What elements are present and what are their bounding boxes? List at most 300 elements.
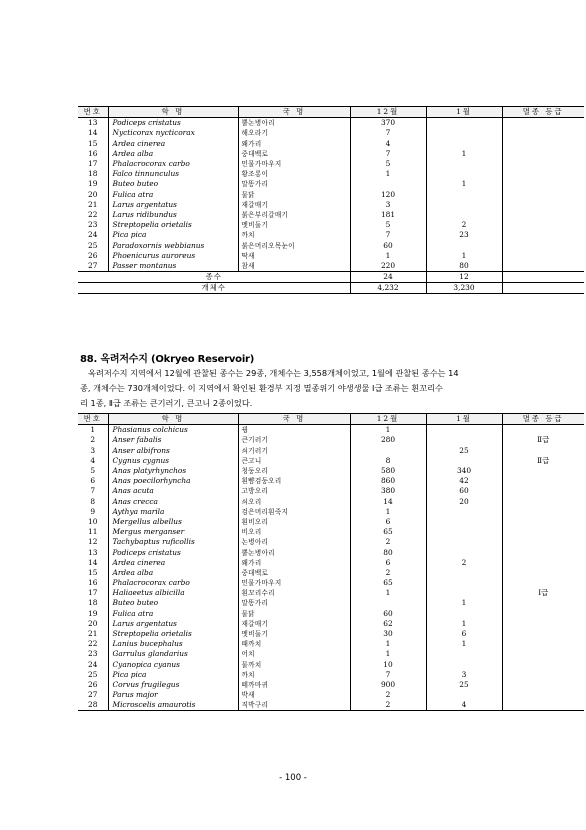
- december-count-cell: 370: [350, 118, 426, 129]
- scientific-name-cell: Ardea cinerea: [108, 558, 238, 568]
- number-cell: 16: [78, 578, 108, 588]
- december-count-cell: 4: [350, 139, 426, 149]
- korean-name-cell: 말똥가리: [238, 598, 350, 608]
- scientific-name-cell: Buteo buteo: [108, 598, 238, 608]
- number-cell: 13: [78, 547, 108, 557]
- korean-name-cell: 황조롱이: [238, 169, 350, 179]
- korean-name-cell: 쇠오리: [238, 497, 350, 507]
- january-count-cell: 20: [426, 497, 502, 507]
- december-count-cell: 2: [350, 690, 426, 700]
- january-count-cell: [426, 578, 502, 588]
- january-count-cell: 1: [426, 639, 502, 649]
- december-count-cell: 580: [350, 466, 426, 476]
- table-row: [78, 670, 584, 680]
- grade-cell: [502, 609, 584, 619]
- number-cell: 6: [78, 476, 108, 486]
- january-count-cell: [426, 435, 502, 445]
- table-row: [78, 446, 584, 456]
- table-row: [78, 629, 584, 639]
- korean-name-cell: 쇠기러기: [238, 446, 350, 456]
- grade-cell: [502, 118, 584, 129]
- scientific-name-cell: Nycticorax nycticorax: [108, 128, 238, 138]
- table-row: [78, 517, 584, 527]
- header-january: 1월: [426, 107, 502, 118]
- december-count-cell: 60: [350, 240, 426, 250]
- december-count-cell: [350, 598, 426, 608]
- number-cell: 22: [78, 210, 108, 220]
- january-count-cell: [426, 537, 502, 547]
- number-cell: 20: [78, 619, 108, 629]
- december-count-cell: 120: [350, 190, 426, 200]
- table-row: [78, 230, 584, 240]
- december-count-cell: 1: [350, 425, 426, 436]
- january-count-cell: [426, 649, 502, 659]
- header-december: 12월: [350, 414, 426, 425]
- korean-name-cell: 재갈매기: [238, 200, 350, 210]
- scientific-name-cell: Lanius bucephalus: [108, 639, 238, 649]
- december-count-cell: 2: [350, 700, 426, 711]
- december-count-cell: 280: [350, 435, 426, 445]
- scientific-name-cell: Haliaeetus albicilla: [108, 588, 238, 598]
- table-row: [78, 200, 584, 210]
- grade-cell: [502, 660, 584, 670]
- january-count-cell: [426, 190, 502, 200]
- table-row: [78, 169, 584, 179]
- december-count-cell: 1: [350, 169, 426, 179]
- species-count-label: 종수: [78, 272, 350, 283]
- section-paragraph: [80, 366, 520, 412]
- table-row: [78, 261, 584, 272]
- january-count-cell: [426, 547, 502, 557]
- individual-count-january: 3,230: [426, 283, 502, 294]
- grade-cell: [502, 149, 584, 159]
- january-count-cell: [426, 517, 502, 527]
- scientific-name-cell: Cyanopica cyanus: [108, 660, 238, 670]
- table-row: [78, 507, 584, 517]
- scientific-name-cell: Corvus frugilegus: [108, 680, 238, 690]
- number-cell: 13: [78, 118, 108, 129]
- grade-cell: [502, 466, 584, 476]
- table-row: [78, 680, 584, 690]
- january-count-cell: 2: [426, 220, 502, 230]
- january-count-cell: 80: [426, 261, 502, 272]
- january-count-cell: 1: [426, 598, 502, 608]
- january-count-cell: 1: [426, 619, 502, 629]
- table-header-row: [78, 414, 584, 425]
- korean-name-cell: 뿔논병아리: [238, 547, 350, 557]
- december-count-cell: 1: [350, 507, 426, 517]
- december-count-cell: 80: [350, 547, 426, 557]
- korean-name-cell: 검은머리흰죽지: [238, 507, 350, 517]
- january-count-cell: 6: [426, 629, 502, 639]
- january-count-cell: [426, 200, 502, 210]
- korean-name-cell: 해오라기: [238, 128, 350, 138]
- grade-cell: [502, 200, 584, 210]
- table-header-row: [78, 107, 584, 118]
- number-cell: 10: [78, 517, 108, 527]
- table-row: [78, 179, 584, 189]
- korean-name-cell: 붉은부리갈매기: [238, 210, 350, 220]
- number-cell: 8: [78, 497, 108, 507]
- header-number: 번호: [78, 414, 108, 425]
- korean-name-cell: 왜가리: [238, 558, 350, 568]
- scientific-name-cell: Anser fabalis: [108, 435, 238, 445]
- december-count-cell: 8: [350, 456, 426, 466]
- december-count-cell: 7: [350, 128, 426, 138]
- number-cell: 20: [78, 190, 108, 200]
- scientific-name-cell: Microscelis amaurotis: [108, 700, 238, 711]
- january-count-cell: 1: [426, 179, 502, 189]
- grade-cell: [502, 220, 584, 230]
- january-count-cell: [426, 456, 502, 466]
- korean-name-cell: 말똥가리: [238, 179, 350, 189]
- korean-name-cell: 흰뺨검둥오리: [238, 476, 350, 486]
- number-cell: 3: [78, 446, 108, 456]
- scientific-name-cell: Buteo buteo: [108, 179, 238, 189]
- individual-count-label: 개체수: [78, 283, 350, 294]
- grade-cell: [502, 568, 584, 578]
- number-cell: 23: [78, 220, 108, 230]
- scientific-name-cell: Phasianus colchicus: [108, 425, 238, 436]
- number-cell: 23: [78, 649, 108, 659]
- scientific-name-cell: Passer montanus: [108, 261, 238, 272]
- table-row: [78, 149, 584, 159]
- grade-cell: [502, 598, 584, 608]
- scientific-name-cell: Phoenicurus auroreus: [108, 251, 238, 261]
- scientific-name-cell: Mergus merganser: [108, 527, 238, 537]
- korean-name-cell: 청둥오리: [238, 466, 350, 476]
- table-row: [78, 159, 584, 169]
- scientific-name-cell: Fulica atra: [108, 609, 238, 619]
- scientific-name-cell: Tachybaptus ruficollis: [108, 537, 238, 547]
- grade-cell: [502, 700, 584, 711]
- number-cell: 26: [78, 251, 108, 261]
- grade-cell: Ⅱ급: [537, 455, 550, 465]
- scientific-name-cell: Anas crecca: [108, 497, 238, 507]
- number-cell: 19: [78, 179, 108, 189]
- header-korean-name: 국 명: [238, 107, 350, 118]
- december-count-cell: 10: [350, 660, 426, 670]
- individual-count-december: 4,232: [350, 283, 426, 294]
- december-count-cell: 1: [350, 649, 426, 659]
- grade-cell: [502, 497, 584, 507]
- december-count-cell: 1: [350, 639, 426, 649]
- december-count-cell: 6: [350, 558, 426, 568]
- scientific-name-cell: Fulica atra: [108, 190, 238, 200]
- number-cell: 26: [78, 680, 108, 690]
- december-count-cell: 7: [350, 230, 426, 240]
- korean-name-cell: 박새: [238, 690, 350, 700]
- december-count-cell: 5: [350, 220, 426, 230]
- number-cell: 28: [78, 700, 108, 711]
- section-heading: 88. 옥려저수지 (Okryeo Reservoir): [80, 354, 255, 365]
- january-count-cell: 340: [426, 466, 502, 476]
- january-count-cell: [426, 690, 502, 700]
- december-count-cell: 65: [350, 527, 426, 537]
- scientific-name-cell: Phalacrocorax carbo: [108, 159, 238, 169]
- grade-cell: [502, 425, 584, 436]
- scientific-name-cell: Anas poecilorhyncha: [108, 476, 238, 486]
- scientific-name-cell: Streptopelia orietalis: [108, 220, 238, 230]
- korean-name-cell: 까치: [238, 230, 350, 240]
- january-count-cell: [426, 128, 502, 138]
- grade-cell: [502, 527, 584, 537]
- number-cell: 21: [78, 200, 108, 210]
- korean-name-cell: 흰비오리: [238, 517, 350, 527]
- grade-cell: [502, 230, 584, 240]
- korean-name-cell: 까치: [238, 670, 350, 680]
- grade-cell: Ⅰ급: [538, 588, 549, 598]
- korean-name-cell: 민물가마우지: [238, 578, 350, 588]
- species-count-december: 24: [350, 272, 426, 283]
- table-row: [78, 139, 584, 149]
- korean-name-cell: 중대백로: [238, 568, 350, 578]
- individual-count-row: [78, 283, 584, 294]
- number-cell: 27: [78, 690, 108, 700]
- scientific-name-cell: Podiceps cristatus: [108, 118, 238, 129]
- grade-cell: [502, 169, 584, 179]
- grade-cell: [502, 680, 584, 690]
- table-row: [78, 190, 584, 200]
- korean-name-cell: 멧비둘기: [238, 220, 350, 230]
- number-cell: 4: [78, 456, 108, 466]
- okryeo-reservoir-table: [78, 413, 584, 711]
- paragraph-line: 리 1종, Ⅱ급 조류는 큰기러기, 큰고니 2종이었다.: [80, 398, 253, 409]
- scientific-name-cell: Anas acuta: [108, 486, 238, 496]
- scientific-name-cell: Paradoxornis webbianus: [108, 240, 238, 250]
- number-cell: 17: [78, 159, 108, 169]
- table-row: [78, 240, 584, 250]
- korean-name-cell: 중대백로: [238, 149, 350, 159]
- grade-cell: [502, 210, 584, 220]
- number-cell: 25: [78, 240, 108, 250]
- scientific-name-cell: Larus ridibundus: [108, 210, 238, 220]
- korean-name-cell: 물닭: [238, 190, 350, 200]
- table-row: [78, 476, 584, 486]
- december-count-cell: 65: [350, 578, 426, 588]
- december-count-cell: 1: [350, 251, 426, 261]
- korean-name-cell: 큰고니: [238, 456, 350, 466]
- header-december: 12월: [350, 107, 426, 118]
- table-row: [78, 486, 584, 496]
- scientific-name-cell: Anas platyrhynchos: [108, 466, 238, 476]
- scientific-name-cell: Parus major: [108, 690, 238, 700]
- january-count-cell: 1: [426, 251, 502, 261]
- scientific-name-cell: Larus argentatus: [108, 200, 238, 210]
- scientific-name-cell: Pica pica: [108, 670, 238, 680]
- january-count-cell: [426, 210, 502, 220]
- scientific-name-cell: Pica pica: [108, 230, 238, 240]
- number-cell: 22: [78, 639, 108, 649]
- scientific-name-cell: Phalacrocorax carbo: [108, 578, 238, 588]
- scientific-name-cell: Streptopelia orietalis: [108, 629, 238, 639]
- header-scientific-name: 학 명: [108, 414, 238, 425]
- table-row: [78, 118, 584, 129]
- number-cell: 15: [78, 568, 108, 578]
- grade-cell: Ⅱ급: [537, 435, 550, 445]
- korean-name-cell: 흰꼬리수리: [238, 588, 350, 598]
- december-count-cell: [350, 446, 426, 456]
- december-count-cell: 60: [350, 609, 426, 619]
- table-row: [78, 660, 584, 670]
- grade-cell: [502, 619, 584, 629]
- scientific-name-cell: Cygnus cygnus: [108, 456, 238, 466]
- korean-name-cell: 때까치: [238, 639, 350, 649]
- grade-cell: [502, 139, 584, 149]
- table-row: [78, 639, 584, 649]
- table-row: [78, 251, 584, 261]
- grade-cell: [502, 558, 584, 568]
- december-count-cell: 860: [350, 476, 426, 486]
- paragraph-line: 종, 개체수는 730개체이었다. 이 지역에서 확인된 환경부 지정 멸종위기 야생생물 Ⅰ급 조류는 흰꼬리수: [80, 383, 443, 394]
- table-row: [78, 456, 584, 466]
- korean-name-cell: 붉은머리오목눈이: [238, 240, 350, 250]
- scientific-name-cell: Ardea alba: [108, 568, 238, 578]
- grade-cell: [502, 639, 584, 649]
- grade-cell: [502, 517, 584, 527]
- january-count-cell: 60: [426, 486, 502, 496]
- grade-cell: [502, 190, 584, 200]
- december-count-cell: 380: [350, 486, 426, 496]
- table-row: [78, 537, 584, 547]
- december-count-cell: 62: [350, 619, 426, 629]
- grade-cell: [502, 128, 584, 138]
- korean-name-cell: 큰기러기: [238, 435, 350, 445]
- december-count-cell: 2: [350, 568, 426, 578]
- january-count-cell: [426, 588, 502, 598]
- table-row: [78, 220, 584, 230]
- january-count-cell: 1: [426, 149, 502, 159]
- january-count-cell: [426, 609, 502, 619]
- number-cell: 21: [78, 629, 108, 639]
- table-row: [78, 588, 584, 598]
- bird-survey-table-continued: [78, 106, 584, 294]
- number-cell: 1: [78, 425, 108, 436]
- number-cell: 16: [78, 149, 108, 159]
- table-row: [78, 425, 584, 436]
- january-count-cell: [426, 139, 502, 149]
- table-row: [78, 578, 584, 588]
- january-count-cell: 23: [426, 230, 502, 240]
- korean-name-cell: 어치: [238, 649, 350, 659]
- number-cell: 2: [78, 435, 108, 445]
- header-korean-name: 국 명: [238, 414, 350, 425]
- scientific-name-cell: Falco tinnunculus: [108, 169, 238, 179]
- individual-count-grade: [502, 283, 584, 294]
- number-cell: 14: [78, 558, 108, 568]
- december-count-cell: 3: [350, 200, 426, 210]
- january-count-cell: [426, 660, 502, 670]
- table-row: [78, 210, 584, 220]
- korean-name-cell: 꿩: [238, 425, 350, 436]
- december-count-cell: [350, 179, 426, 189]
- number-cell: 24: [78, 660, 108, 670]
- grade-cell: [502, 486, 584, 496]
- grade-cell: [502, 690, 584, 700]
- table-row: [78, 690, 584, 700]
- korean-name-cell: 멧비둘기: [238, 629, 350, 639]
- korean-name-cell: 참새: [238, 261, 350, 272]
- table-row: [78, 598, 584, 608]
- header-number: 번호: [78, 107, 108, 118]
- number-cell: 24: [78, 230, 108, 240]
- grade-cell: [502, 649, 584, 659]
- december-count-cell: 14: [350, 497, 426, 507]
- january-count-cell: 42: [426, 476, 502, 486]
- december-count-cell: 900: [350, 680, 426, 690]
- december-count-cell: 6: [350, 517, 426, 527]
- scientific-name-cell: Aythya marila: [108, 507, 238, 517]
- korean-name-cell: 물닭: [238, 609, 350, 619]
- page-number: - 100 -: [279, 773, 307, 783]
- grade-cell: [502, 547, 584, 557]
- header-scientific-name: 학 명: [108, 107, 238, 118]
- december-count-cell: 220: [350, 261, 426, 272]
- table-row: [78, 558, 584, 568]
- korean-name-cell: 재갈매기: [238, 619, 350, 629]
- december-count-cell: 181: [350, 210, 426, 220]
- grade-cell: [502, 476, 584, 486]
- table-row: [78, 547, 584, 557]
- table-row: [78, 649, 584, 659]
- scientific-name-cell: Garrulus glandarius: [108, 649, 238, 659]
- december-count-cell: 7: [350, 149, 426, 159]
- january-count-cell: [426, 568, 502, 578]
- table-row: [78, 128, 584, 138]
- december-count-cell: 30: [350, 629, 426, 639]
- table-row: [78, 568, 584, 578]
- header-endangered-grade: 멸종 등급: [502, 414, 584, 425]
- number-cell: 7: [78, 486, 108, 496]
- header-january: 1월: [426, 414, 502, 425]
- december-count-cell: 2: [350, 537, 426, 547]
- january-count-cell: 25: [426, 446, 502, 456]
- january-count-cell: 4: [426, 700, 502, 711]
- table-row: [78, 435, 584, 445]
- korean-name-cell: 딱새: [238, 251, 350, 261]
- number-cell: 12: [78, 537, 108, 547]
- scientific-name-cell: Ardea cinerea: [108, 139, 238, 149]
- january-count-cell: [426, 118, 502, 129]
- december-count-cell: 5: [350, 159, 426, 169]
- january-count-cell: [426, 240, 502, 250]
- grade-cell: [502, 251, 584, 261]
- species-count-row: [78, 272, 584, 283]
- number-cell: 18: [78, 169, 108, 179]
- table-row: [78, 466, 584, 476]
- number-cell: 14: [78, 128, 108, 138]
- korean-name-cell: 민물가마우지: [238, 159, 350, 169]
- grade-cell: [502, 261, 584, 272]
- species-count-grade: [502, 272, 584, 283]
- grade-cell: [502, 578, 584, 588]
- korean-name-cell: 고방오리: [238, 486, 350, 496]
- header-endangered-grade: 멸종 등급: [502, 107, 584, 118]
- scientific-name-cell: Ardea alba: [108, 149, 238, 159]
- grade-cell: [502, 240, 584, 250]
- january-count-cell: [426, 507, 502, 517]
- number-cell: 15: [78, 139, 108, 149]
- grade-cell: [502, 507, 584, 517]
- grade-cell: [502, 537, 584, 547]
- number-cell: 9: [78, 507, 108, 517]
- grade-cell: [502, 670, 584, 680]
- number-cell: 27: [78, 261, 108, 272]
- table-row: [78, 700, 584, 711]
- table-row: [78, 527, 584, 537]
- grade-cell: [502, 159, 584, 169]
- grade-cell: [502, 179, 584, 189]
